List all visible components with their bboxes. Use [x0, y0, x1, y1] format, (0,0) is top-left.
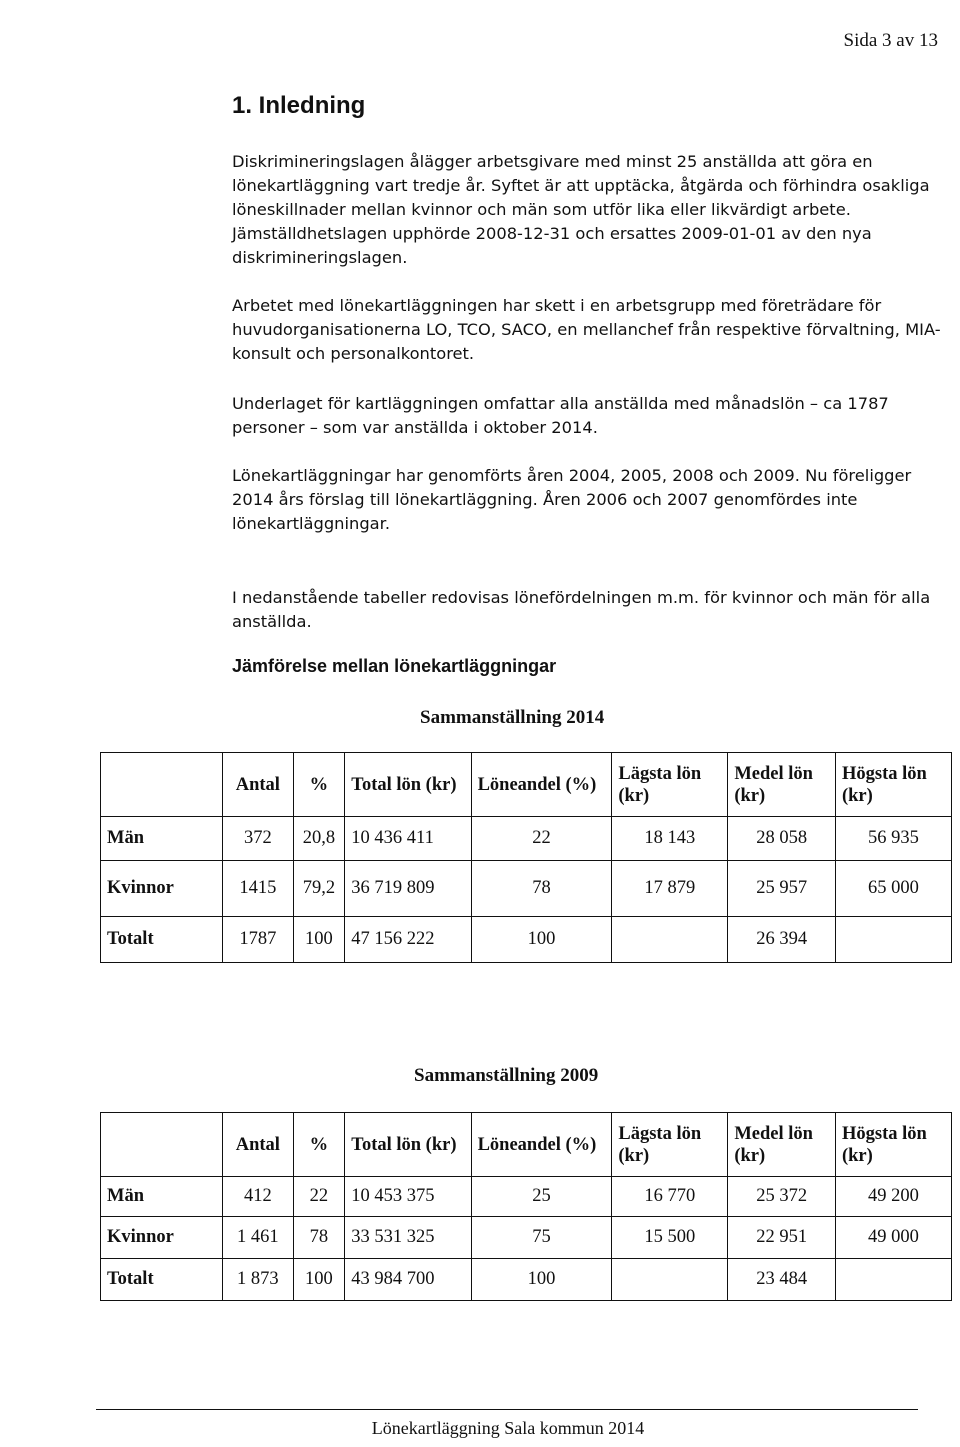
cell-antal: 372 — [223, 817, 293, 861]
cell-percent: 78 — [293, 1217, 345, 1259]
cell-lagsta-lon: 17 879 — [612, 861, 728, 917]
table-title-2014: Sammanställning 2014 — [420, 707, 605, 728]
table-row-kvinnor — [101, 1217, 952, 1259]
header-cell-empty — [101, 1113, 223, 1177]
cell-lagsta-lon — [612, 1259, 728, 1301]
cell-percent: 79,2 — [293, 861, 345, 917]
cell-loneandel: 100 — [471, 917, 612, 963]
header-total-lon: Total lön (kr) — [345, 1113, 471, 1177]
cell-antal: 1787 — [223, 917, 293, 963]
cell-percent: 20,8 — [293, 817, 345, 861]
cell-antal: 1 461 — [223, 1217, 293, 1259]
cell-hogsta-lon — [835, 1259, 951, 1301]
cell-antal: 1 873 — [223, 1259, 293, 1301]
header-medel-lon: Medel lön (kr) — [728, 1113, 836, 1177]
cell-loneandel: 22 — [471, 817, 612, 861]
header-percent: % — [293, 1113, 345, 1177]
cell-medel-lon: 28 058 — [728, 817, 836, 861]
header-hogsta-lon: Högsta lön (kr) — [835, 1113, 951, 1177]
row-label: Totalt — [101, 1259, 223, 1301]
cell-medel-lon: 26 394 — [728, 917, 836, 963]
table-row-man — [101, 1177, 952, 1217]
row-label: Män — [101, 1177, 223, 1217]
row-label: Kvinnor — [101, 861, 223, 917]
header-percent: % — [293, 753, 345, 817]
cell-percent: 22 — [293, 1177, 345, 1217]
summary-table-2014 — [100, 752, 952, 963]
cell-hogsta-lon: 49 200 — [835, 1177, 951, 1217]
paragraph-basis: Underlaget för kartläggningen omfattar alla anställda med månadslön – ca 1787 personer – som var anställda i oktober 2014. — [232, 394, 889, 437]
header-antal: Antal — [223, 1113, 293, 1177]
cell-antal: 1415 — [223, 861, 293, 917]
table-row-totalt — [101, 917, 952, 963]
cell-hogsta-lon: 65 000 — [835, 861, 951, 917]
paragraph-intro: Diskrimineringslagen ålägger arbetsgivare med minst 25 anställda att göra en lönekartläggning vart tredje år. Syftet är att upptäcka, åtgärda och förhindra osakliga löneskillnader mellan kvinnor och män som utför lika eller likvärdigt arbete. Jämställdhetslagen upphörde 2008-12-31 och ersattes 2009-01-01 av den nya diskrimineringslagen. — [232, 152, 930, 267]
header-lagsta-lon: Lägsta lön (kr) — [612, 1113, 728, 1177]
cell-loneandel: 25 — [471, 1177, 612, 1217]
header-hogsta-lon: Högsta lön (kr) — [835, 753, 951, 817]
table-header-row — [101, 1113, 952, 1177]
comparison-heading: Jämförelse mellan lönekartläggningar — [232, 656, 557, 676]
cell-total-lon: 10 436 411 — [345, 817, 471, 861]
table-row-totalt — [101, 1259, 952, 1301]
cell-antal: 412 — [223, 1177, 293, 1217]
cell-medel-lon: 25 372 — [728, 1177, 836, 1217]
cell-hogsta-lon — [835, 917, 951, 963]
cell-total-lon: 33 531 325 — [345, 1217, 471, 1259]
summary-table-2009 — [100, 1112, 952, 1301]
cell-medel-lon: 23 484 — [728, 1259, 836, 1301]
cell-medel-lon: 25 957 — [728, 861, 836, 917]
cell-total-lon: 36 719 809 — [345, 861, 471, 917]
header-antal: Antal — [223, 753, 293, 817]
header-lagsta-lon: Lägsta lön (kr) — [612, 753, 728, 817]
header-cell-empty — [101, 753, 223, 817]
cell-loneandel: 75 — [471, 1217, 612, 1259]
table-title-2009: Sammanställning 2009 — [414, 1065, 599, 1086]
page-number: Sida 3 av 13 — [843, 30, 938, 51]
cell-lagsta-lon: 18 143 — [612, 817, 728, 861]
paragraph-tables-intro: I nedanstående tabeller redovisas lönefördelningen m.m. för kvinnor och män för alla anställda. — [232, 588, 931, 631]
header-loneandel: Löneandel (%) — [471, 753, 612, 817]
cell-medel-lon: 22 951 — [728, 1217, 836, 1259]
row-label: Totalt — [101, 917, 223, 963]
cell-lagsta-lon — [612, 917, 728, 963]
footer-divider — [96, 1409, 918, 1410]
paragraph-history: Lönekartläggningar har genomförts åren 2004, 2005, 2008 och 2009. Nu föreligger 2014 års förslag till lönekartläggning. Åren 2006 och 2007 genomfördes inte lönekartläggningar. — [232, 466, 912, 533]
cell-hogsta-lon: 49 000 — [835, 1217, 951, 1259]
cell-total-lon: 10 453 375 — [345, 1177, 471, 1217]
header-loneandel: Löneandel (%) — [471, 1113, 612, 1177]
row-label: Kvinnor — [101, 1217, 223, 1259]
cell-total-lon: 47 156 222 — [345, 917, 471, 963]
paragraph-workgroup: Arbetet med lönekartläggningen har skett i en arbetsgrupp med företrädare för huvudorganisationerna LO, TCO, SACO, en mellanchef från respektive förvaltning, MIA-konsult och personalkontoret. — [232, 296, 941, 363]
row-label: Män — [101, 817, 223, 861]
cell-lagsta-lon: 15 500 — [612, 1217, 728, 1259]
cell-percent: 100 — [293, 1259, 345, 1301]
table-row-man — [101, 817, 952, 861]
table-header-row — [101, 753, 952, 817]
cell-loneandel: 100 — [471, 1259, 612, 1301]
cell-percent: 100 — [293, 917, 345, 963]
cell-total-lon: 43 984 700 — [345, 1259, 471, 1301]
section-heading: 1. Inledning — [232, 92, 366, 119]
page-footer: Lönekartläggning Sala kommun 2014 — [371, 1418, 645, 1438]
header-total-lon: Total lön (kr) — [345, 753, 471, 817]
table-row-kvinnor — [101, 861, 952, 917]
header-medel-lon: Medel lön (kr) — [728, 753, 836, 817]
cell-loneandel: 78 — [471, 861, 612, 917]
cell-hogsta-lon: 56 935 — [835, 817, 951, 861]
cell-lagsta-lon: 16 770 — [612, 1177, 728, 1217]
